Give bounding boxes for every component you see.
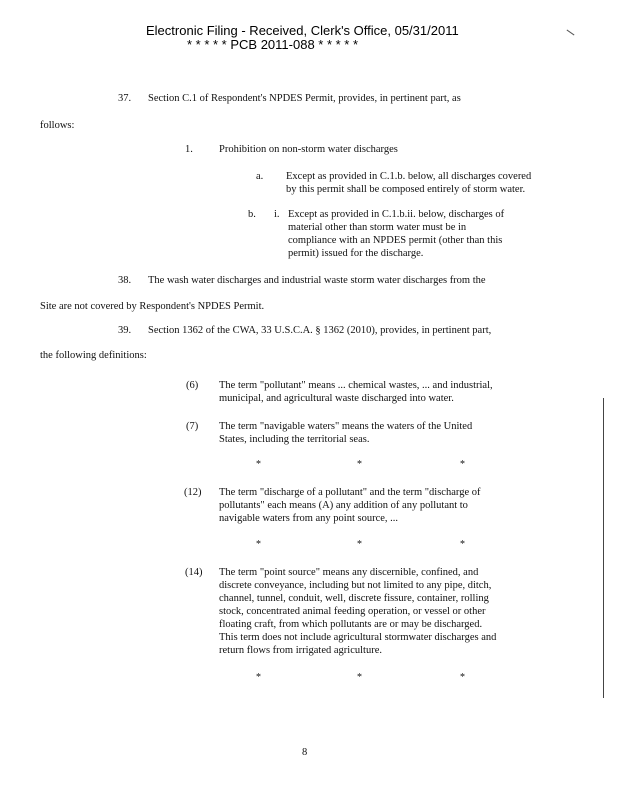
item-number: 1.	[185, 144, 193, 155]
definition-text: The term "pollutant" means ... chemical wastes, ... and industrial,	[219, 380, 493, 391]
definition-text: channel, tunnel, conduit, well, discrete fissure, container, rolling	[219, 593, 489, 604]
definition-text: The term "discharge of a pollutant" and the term "discharge of	[219, 487, 481, 498]
omission-star: *	[357, 539, 362, 550]
paragraph-text: Section C.1 of Respondent's NPDES Permit, provides, in pertinent part, as	[148, 93, 461, 104]
omission-star: *	[460, 672, 465, 683]
paragraph-text: follows:	[40, 120, 75, 131]
paragraph-number: 39.	[118, 325, 132, 336]
item-text: Prohibition on non-storm water discharges	[219, 144, 398, 155]
definition-text: stock, concentrated animal feeding operation, or vessel or other	[219, 606, 486, 617]
omission-star: *	[460, 539, 465, 550]
item-text: material other than storm water must be in	[288, 222, 467, 233]
omission-star: *	[256, 672, 261, 683]
definition-number: (14)	[185, 567, 203, 578]
omission-star: *	[460, 459, 465, 470]
item-subnumber: i.	[274, 209, 280, 220]
paragraph-text: Section 1362 of the CWA, 33 U.S.C.A. § 1362 (2010), provides, in pertinent part,	[148, 325, 492, 336]
item-text: permit) issued for the discharge.	[288, 248, 424, 259]
item-letter: a.	[256, 171, 264, 182]
item-letter: b.	[248, 209, 256, 220]
definition-text: This term does not include agricultural stormwater discharges and	[219, 632, 497, 643]
definition-text: navigable waters from any point source, ...	[219, 513, 399, 524]
page-number: 8	[302, 747, 308, 758]
filing-header: Electronic Filing - Received, Clerk's Office, 05/31/2011	[146, 23, 459, 38]
case-number-header: * * * * * PCB 2011-088 * * * * *	[187, 37, 359, 52]
paragraph-text: Site are not covered by Respondent's NPDES Permit.	[40, 301, 265, 312]
item-text: Except as provided in C.1.b.ii. below, discharges of	[288, 209, 505, 220]
omission-star: *	[357, 672, 362, 683]
paragraph-text: The wash water discharges and industrial waste storm water discharges from the	[148, 275, 486, 286]
omission-star: *	[256, 459, 261, 470]
paragraph-number: 37.	[118, 93, 132, 104]
definition-number: (12)	[184, 487, 202, 498]
scan-mark	[567, 30, 575, 36]
definition-number: (6)	[186, 380, 199, 391]
definition-text: municipal, and agricultural waste discharged into water.	[219, 393, 454, 404]
omission-star: *	[256, 539, 261, 550]
item-text: by this permit shall be composed entirely of storm water.	[286, 184, 526, 195]
paragraph-number: 38.	[118, 275, 132, 286]
definition-text: floating craft, from which pollutants are or may be discharged.	[219, 619, 483, 630]
item-text: Except as provided in C.1.b. below, all discharges covered	[286, 171, 532, 182]
definition-text: return flows from irrigated agriculture.	[219, 645, 382, 656]
omission-star: *	[357, 459, 362, 470]
definition-text: discrete conveyance, including but not limited to any pipe, ditch,	[219, 580, 492, 591]
item-text: compliance with an NPDES permit (other than this	[288, 235, 503, 246]
definition-text: The term "point source" means any discernible, confined, and	[219, 567, 479, 578]
definition-text: The term "navigable waters" means the waters of the United	[219, 421, 473, 432]
definition-text: pollutants" each means (A) any addition of any pollutant to	[219, 500, 468, 511]
definition-number: (7)	[186, 421, 199, 432]
scan-margin-line	[603, 398, 604, 698]
definition-text: States, including the territorial seas.	[219, 434, 370, 445]
paragraph-text: the following definitions:	[40, 350, 147, 361]
